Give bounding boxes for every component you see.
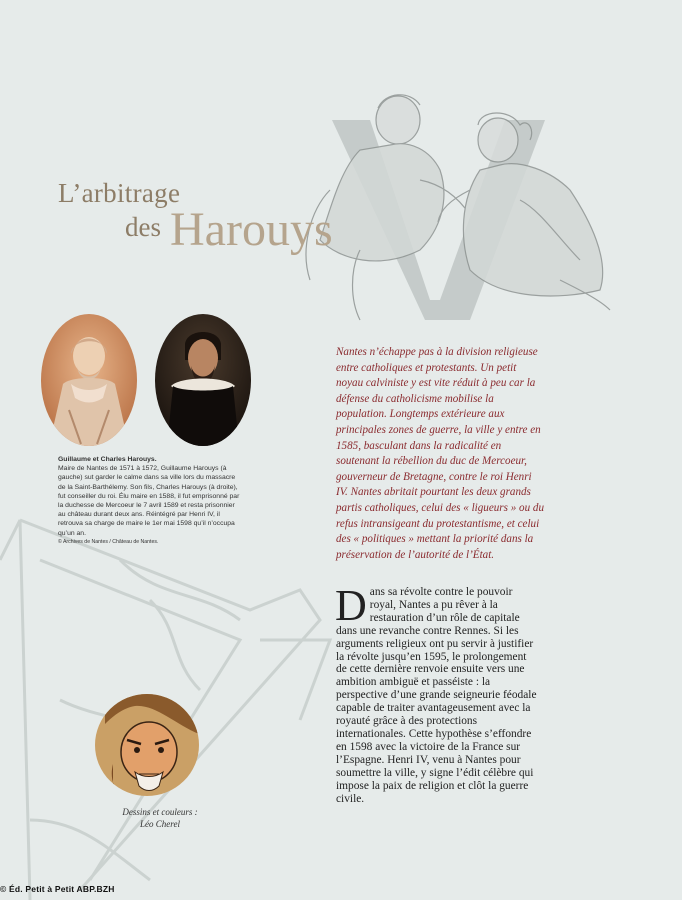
artist-credit — [100, 806, 220, 830]
portrait-charles-harouys — [155, 314, 251, 446]
portrait-guillaume-harouys — [41, 314, 137, 446]
caption-text: Maire de Nantes de 1571 à 1572, Guillaume Harouys (à gauche) sut garder le calme dans sa ville lors du massacre de la Saint-Barthélemy. Son fils, Charles Harouys (à droite), fut conseiller du roi. Élu maire en 1588, il fut emprisonné par la duchesse de Mercoeur le 7 avril 1589 et resta prisonnier au château durant deux ans. Réintégré par Henri IV, il retrouva sa charge de maire le 1er mai 1598 qu’il n’occupa qu’un an. — [58, 465, 240, 537]
caption-title: Guillaume et Charles Harouys. — [58, 456, 157, 463]
portrait-caption — [58, 455, 243, 546]
body-text: ans sa révolte contre le pouvoir royal, Nantes a pu rêver à la restauration d’un rôle de capitale dans une revanche contre Rennes. Si les arguments religieux ont pu servir à justifier la révolte jusqu’en 1595, le prolongement de cette dernière renvoie ensuite vers une ambition ambiguë et passéiste : la perspective d’une grande seigneurie féodale capable de traiter avantageusement avec la royauté grâce à des protections internationales. Cette hypothèse s’effondre en 1598 avec la victoire de la France sur l’Espagne. Henri IV, venu à Nantes pour soumettre la ville, y signe l’édit célèbre qui impose la paix de religion et clôt la guerre civile. — [336, 586, 537, 805]
artist-credit-label: Dessins et couleurs : — [122, 807, 198, 817]
page-title-harouys: Harouys — [170, 203, 333, 256]
drop-cap: D — [335, 581, 367, 630]
body-paragraph — [335, 581, 539, 805]
comic-illustration — [95, 694, 199, 796]
caption-credit: © Archives de Nantes / Château de Nantes. — [58, 538, 159, 545]
artist-credit-name: Léo Cherel — [140, 819, 180, 829]
intro-paragraph: Nantes n’échappe pas à la division religieuse entre catholiques et protestants. Un petit noyau calviniste y est vite réduit à peu car la défense du catholicisme mobilise la population. Longtemps extérieure aux principales zones de guerre, la ville y entre en 1585, basculant dans la radicalité en soutenant la rébellion du duc de Mercoeur, gouverneur de Bretagne, contre le roi Henri IV. Nantes abritait pourtant les deux grands partis catholiques, celui des « ligueurs » ou du refus intransigeant du protestantisme, et celui des « politiques » mettant la priorité dans la préservation de l’autorité de l’État. — [336, 346, 544, 561]
comic-character-portrait — [95, 694, 199, 796]
footer-copyright: © Éd. Petit à Petit ABP.BZH — [0, 884, 115, 894]
painting-image — [155, 314, 251, 446]
bust-image — [41, 314, 137, 446]
page-title-line1: L’arbitrage — [58, 178, 181, 208]
page-title-des: des — [125, 212, 161, 242]
